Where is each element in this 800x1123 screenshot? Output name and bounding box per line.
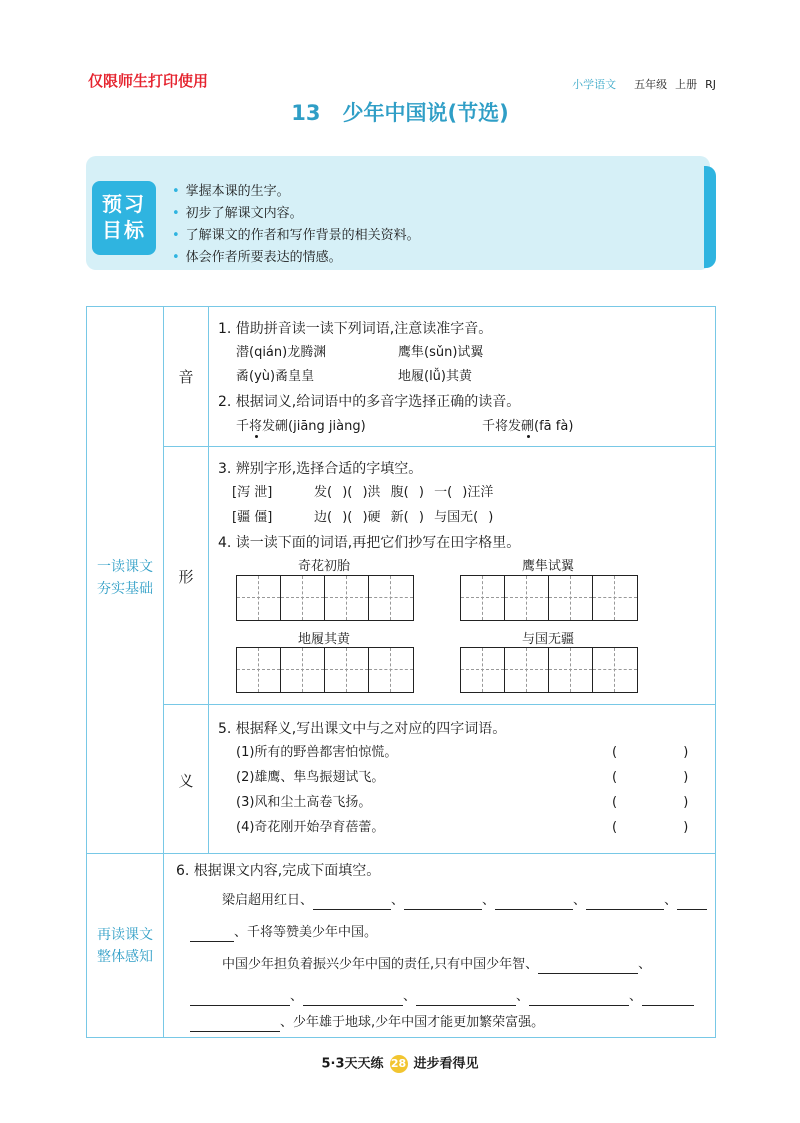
q1-word: 矞(yù)矞皇皇 [236,369,315,384]
page-number: 28 [390,1055,408,1073]
bullet-icon: • [172,250,180,265]
fill-blank[interactable] [677,895,707,910]
fill-blank[interactable] [303,991,403,1006]
fill-blank[interactable] [495,895,573,910]
edition-label: RJ [705,78,716,91]
goal-item: • 体会作者所要表达的情感。 [172,250,342,265]
goal-item: • 初步了解课文内容。 [172,206,303,221]
footer-slogan: 进步看得见 [413,1056,479,1072]
row-divider [164,446,715,447]
section-divider [86,853,716,854]
fill-blank[interactable] [404,895,482,910]
tianzige-grid[interactable] [460,647,638,693]
q4-prompt: 4. 读一读下面的词语,再把它们抄写在田字格里。 [218,535,521,551]
q3-row-2: 边( )( )硬 新( ) 与国无( ) [314,510,494,525]
q5-answer-slot[interactable]: ( ) [612,745,689,760]
q1-word: 鹰隼(sǔn)试翼 [398,345,484,360]
q1-word: 地履(lǚ)其黄 [398,369,472,384]
bullet-icon: • [172,228,180,243]
category-sound: 音 [178,368,194,386]
goal-item: • 了解课文的作者和写作背景的相关资料。 [172,228,420,243]
tianzige-grid[interactable] [460,575,638,621]
book-info [564,76,716,94]
lesson-title [0,101,800,125]
q2-prompt: 2. 根据词义,给词语中的多音字选择正确的读音。 [218,394,521,410]
lesson-name: 少年中国说(节选) [342,101,509,125]
bullet-icon: • [172,206,180,221]
badge-line2: 目标 [102,218,146,242]
q1-word: 潜(qián)龙腾渊 [236,345,327,360]
footer-brand: 5·3天天练 [321,1056,384,1072]
fill-blank[interactable] [416,991,516,1006]
q5-answer-slot[interactable]: ( ) [612,795,689,810]
badge-line1: 预习 [102,192,146,216]
section1-label: 一读课文 夯实基础 [97,559,153,597]
q5-item: (4)奇花刚开始孕育蓓蕾。 [236,820,385,835]
q6-line-3: 中国少年担负着振兴少年中国的责任,只有中国少年智、 、 [222,957,652,972]
q5-item: (1)所有的野兽都害怕惊慌。 [236,745,398,760]
section2-label: 再读课文 整体感知 [97,927,153,965]
fill-blank[interactable] [529,991,629,1006]
fill-blank[interactable] [586,895,664,910]
q5-answer-slot[interactable]: ( ) [612,770,689,785]
preview-panel-tab [704,166,716,268]
q5-item: (3)风和尘土高卷飞扬。 [236,795,372,810]
q3-choice-2: [疆 僵] [232,510,273,525]
q6-prompt: 6. 根据课文内容,完成下面填空。 [176,863,381,879]
tianzige-grid[interactable] [236,647,414,693]
fill-blank[interactable] [642,991,694,1006]
row-divider [164,704,715,705]
q5-prompt: 5. 根据释义,写出课文中与之对应的四字词语。 [218,721,507,737]
column-divider [208,306,209,853]
q3-prompt: 3. 辨别字形,选择合适的字填空。 [218,461,423,477]
tzg-word: 地履其黄 [297,632,350,647]
q6-line-1: 梁启超用红日、 、 、 、 、 [222,892,707,910]
q6-line-4: 、 、 、 、 [190,988,694,1006]
category-form: 形 [178,568,194,586]
goals-list [172,181,420,269]
q6-line-2: 、千将等赞美少年中国。 [190,924,377,942]
tzg-word: 鹰隼试翼 [521,559,574,574]
fill-blank[interactable] [538,959,638,974]
q2-item-b: 千将发硎(fā fà) [482,419,574,434]
subject-label: 小学语文 [572,78,617,91]
fill-blank[interactable] [313,895,391,910]
q3-row-1: 发( )( )洪 腹( ) 一( )汪洋 [314,485,494,500]
fill-blank[interactable] [190,1017,280,1032]
grade-label: 五年级 [634,78,668,91]
tianzige-grid[interactable] [236,575,414,621]
bullet-icon: • [172,184,180,199]
page-footer [0,1055,800,1074]
volume-label: 上册 [675,78,698,91]
q3-choice-1: [泻 泄] [232,485,273,500]
q2-item-a: 千将发硎(jiāng jiàng) [236,419,366,434]
fill-blank[interactable] [190,991,290,1006]
goal-item: • 掌握本课的生字。 [172,184,290,199]
tzg-word: 与国无疆 [521,632,574,647]
preview-goals-badge [92,181,156,255]
print-note: 仅限师生打印使用 [88,72,209,90]
q1-prompt: 1. 借助拼音读一读下列词语,注意读准字音。 [218,321,493,337]
q6-line-5: 、少年雄于地球,少年中国才能更加繁荣富强。 [190,1014,544,1032]
category-meaning: 义 [178,772,194,790]
fill-blank[interactable] [190,927,234,942]
q5-answer-slot[interactable]: ( ) [612,820,689,835]
q5-item: (2)雄鹰、隼鸟振翅试飞。 [236,770,385,785]
tzg-word: 奇花初胎 [297,559,350,574]
lesson-number: 13 [291,101,321,125]
